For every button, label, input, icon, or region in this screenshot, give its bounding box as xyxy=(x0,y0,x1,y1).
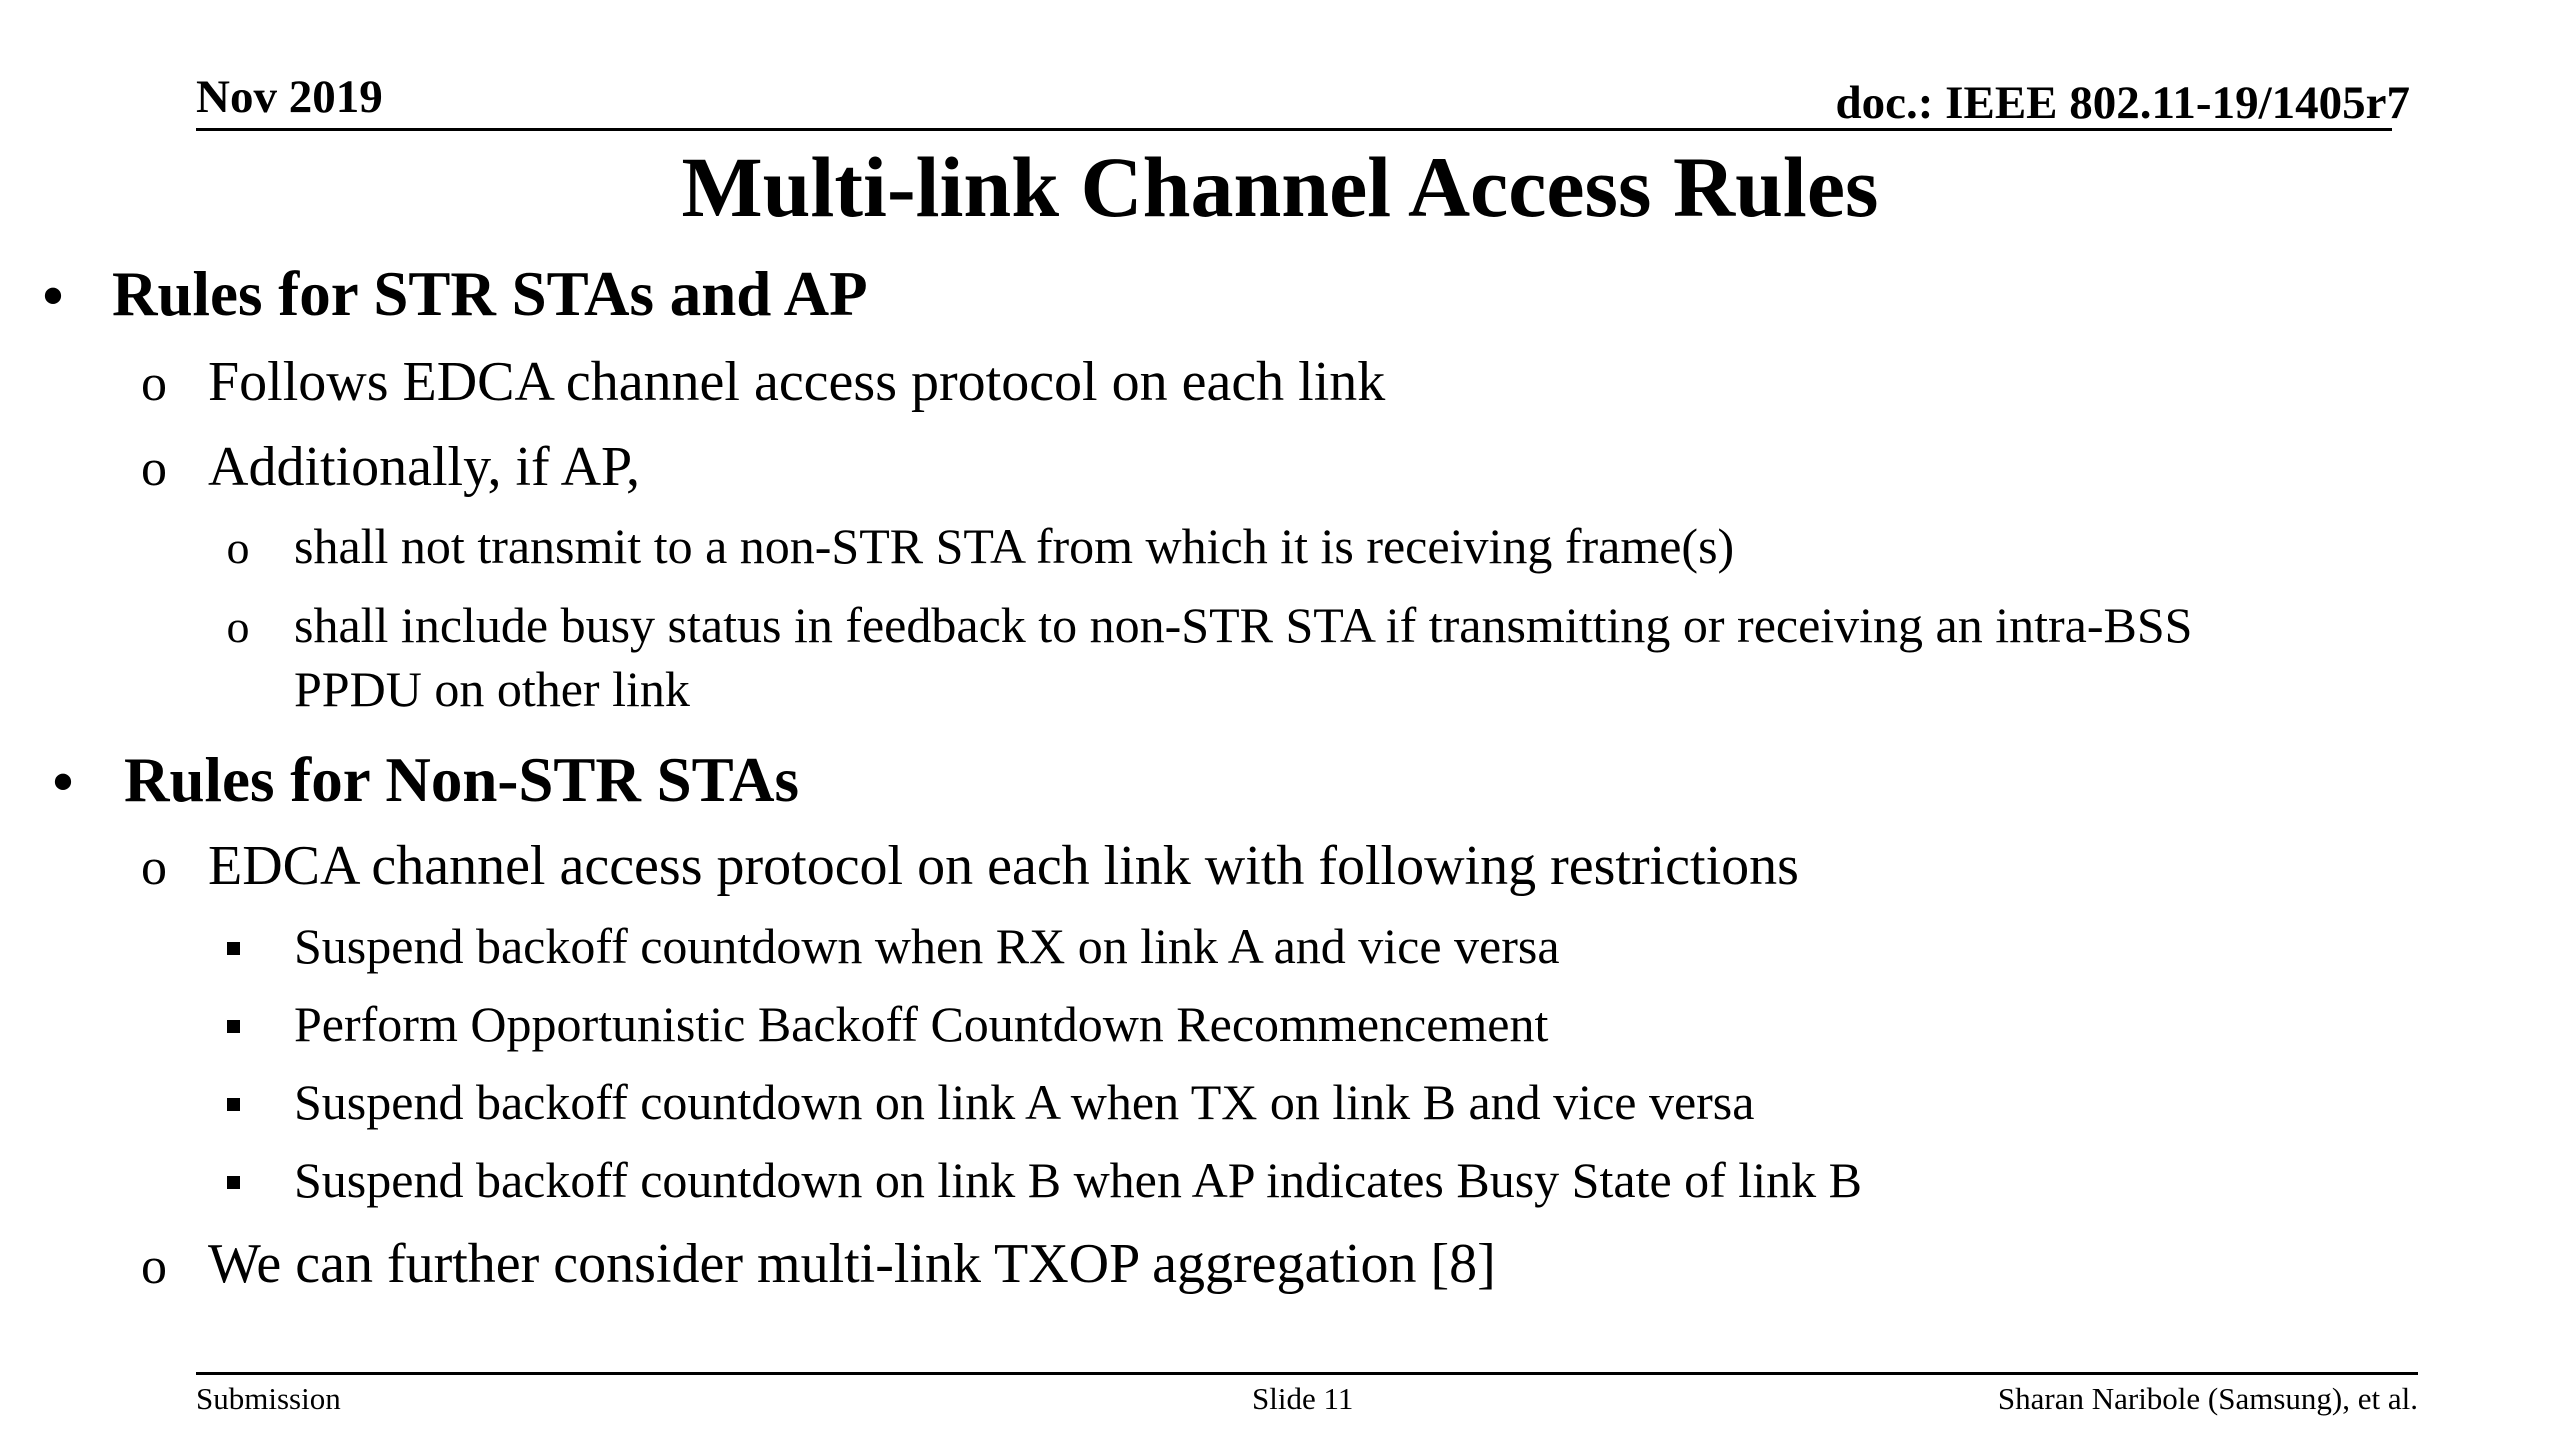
section-1-subitem-2-line-1: shall include busy status in feedback to non-STR STA if transmitting or receiving an intra-BSS xyxy=(294,597,2193,653)
section-2-subitem-1: Suspend backoff countdown when RX on link A and vice versa xyxy=(294,918,1560,974)
section-2-item-1-bullet: o xyxy=(141,839,167,896)
header-date: Nov 2019 xyxy=(196,71,383,123)
section-2-subitem-1-bullet xyxy=(227,942,240,955)
section-1-item-1-bullet: o xyxy=(141,355,167,412)
section-2-heading: Rules for Non-STR STAs xyxy=(124,745,800,815)
section-2-subitem-2-bullet xyxy=(227,1020,240,1033)
section-2-subitem-3: Suspend backoff countdown on link A when TX on link B and vice versa xyxy=(294,1074,1755,1130)
section-2-bullet: • xyxy=(52,749,74,815)
footer-divider xyxy=(196,1372,2418,1375)
section-1-subitem-1-bullet: o xyxy=(226,522,250,573)
section-1-subitem-1: shall not transmit to a non-STR STA from which it is receiving frame(s) xyxy=(294,518,1735,574)
section-2-subitem-3-bullet xyxy=(227,1098,240,1111)
section-2-subitem-4-bullet xyxy=(227,1176,240,1189)
section-2-subitem-4: Suspend backoff countdown on link B when AP indicates Busy State of link B xyxy=(294,1152,1862,1208)
section-1-item-2: Additionally, if AP, xyxy=(208,436,640,498)
header-doc-id: doc.: IEEE 802.11-19/1405r7 xyxy=(1835,77,2410,129)
section-2-item-2-bullet: o xyxy=(141,1238,167,1295)
section-1-subitem-2-bullet: o xyxy=(226,601,250,652)
section-1-bullet: • xyxy=(42,263,64,329)
section-1-item-2-bullet: o xyxy=(141,440,167,497)
slide-title: Multi-link Channel Access Rules xyxy=(681,139,1879,235)
section-1-subitem-2-line-2: PPDU on other link xyxy=(294,661,690,717)
footer-submission: Submission xyxy=(196,1381,341,1416)
section-1-heading: Rules for STR STAs and AP xyxy=(112,259,868,329)
section-2-subitem-2: Perform Opportunistic Backoff Countdown Recommencement xyxy=(294,996,1549,1052)
footer-author: Sharan Naribole (Samsung), et al. xyxy=(1997,1381,2418,1416)
section-2-item-2: We can further consider multi-link TXOP aggregation [8] xyxy=(208,1233,1496,1295)
footer-slide-number: Slide 11 xyxy=(1252,1381,1354,1416)
section-2-item-1: EDCA channel access protocol on each link with following restrictions xyxy=(208,835,1799,897)
section-1-item-1: Follows EDCA channel access protocol on each link xyxy=(208,351,1386,413)
header-divider xyxy=(196,128,2392,131)
